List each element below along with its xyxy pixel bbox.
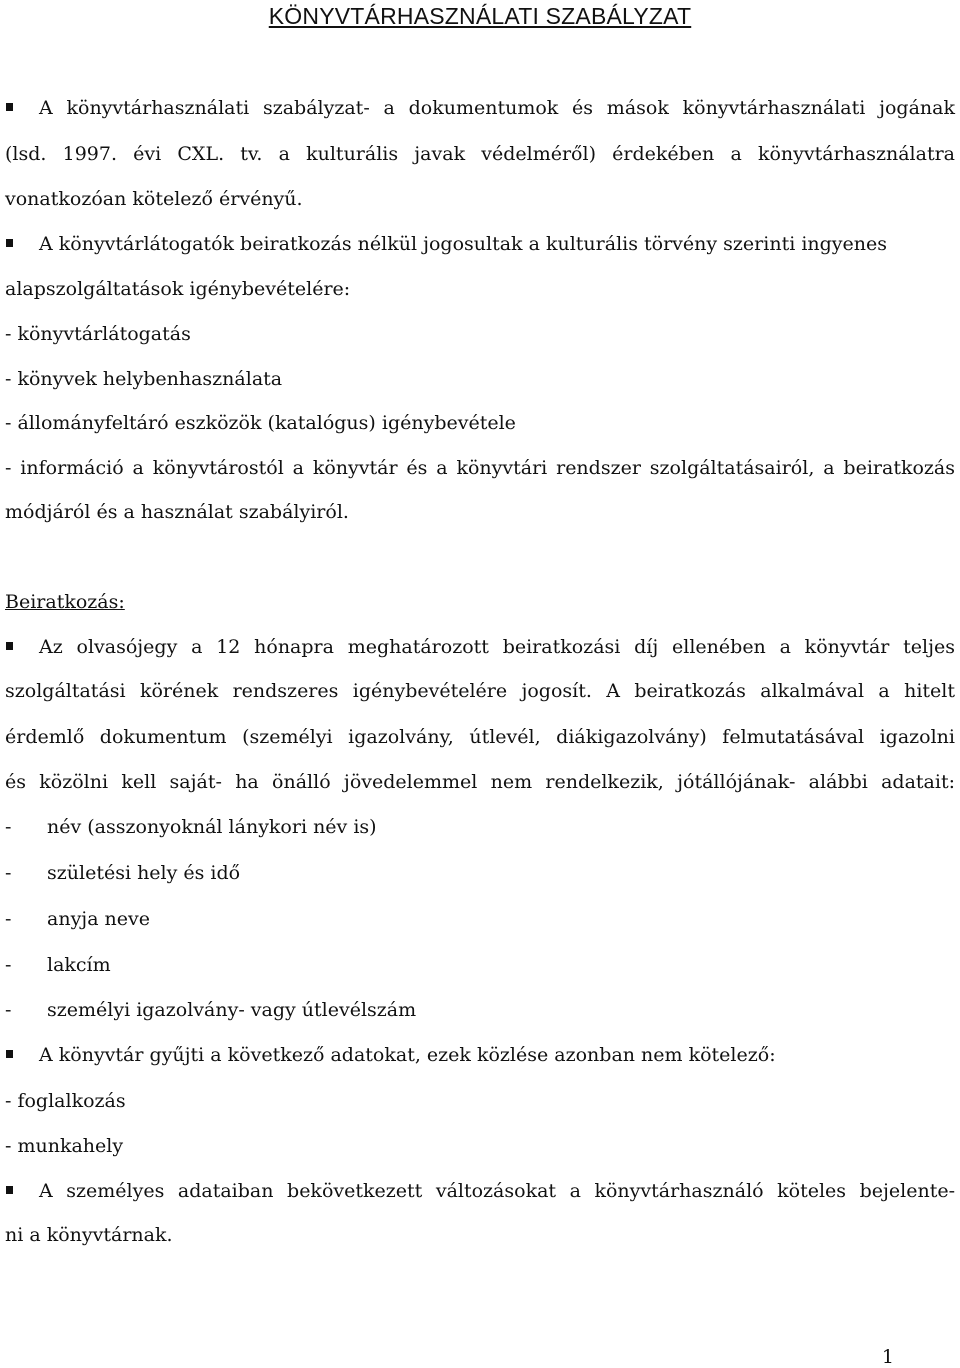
bullet-icon [6, 239, 13, 247]
registration-line-3: érdemlő dokumentum (személyi igazolvány, útlevél, diákigazolvány) felmutatásával igazolni [5, 726, 955, 748]
optional-data-item: - foglalkozás [5, 1090, 126, 1112]
free-services-line-2: alapszolgáltatások igénybevételére: [5, 278, 351, 300]
required-data-item: - anyja neve [5, 908, 151, 930]
intro-line-2: (lsd. 1997. évi CXL. tv. a kulturális javak védelméről) érdekében a könyvtárhasználatra [5, 143, 955, 165]
registration-line-4: és közölni kell saját- ha önálló jövedelemmel nem rendelkezik, jótállójának- alábbi adatait: [5, 771, 955, 793]
free-service-item: - könyvek helybenhasználata [5, 368, 283, 390]
bullet-icon [6, 642, 13, 650]
registration-line-2: szolgáltatási körének rendszeres igénybevételére jogosít. A beiratkozás alkalmával a hitelt [5, 680, 955, 702]
bullet-icon [6, 1050, 13, 1058]
bullet-icon [6, 103, 13, 111]
page-number: 1 [881, 1346, 894, 1368]
free-service-item: - információ a könyvtárostól a könyvtár és a könyvtári rendszer szolgáltatásairól, a beiratkozás [5, 457, 955, 479]
intro-line-3: vonatkozóan kötelező érvényű. [5, 188, 303, 210]
optional-data-item: - munkahely [5, 1135, 124, 1157]
free-service-item: - könyvtárlátogatás [5, 323, 191, 345]
section-heading-registration: Beiratkozás: [5, 591, 125, 613]
registration-line-1: Az olvasójegy a 12 hónapra meghatározott beiratkozási díj ellenében a könyvtár teljes [5, 635, 955, 659]
free-services-line-1: A könyvtárlátogatók beiratkozás nélkül jogosultak a kulturális törvény szerinti ingyenes [5, 232, 955, 256]
free-service-item: - állományfeltáró eszközök (katalógus) igénybevétele [5, 412, 516, 434]
required-data-item: - lakcím [5, 954, 111, 976]
required-data-item: - név (asszonyoknál lánykori név is) [5, 816, 377, 838]
document-title: KÖNYVTÁRHASZNÁLATI SZABÁLYZAT [268, 3, 692, 29]
bullet-icon [6, 1186, 13, 1194]
required-data-item: - személyi igazolvány- vagy útlevélszám [5, 999, 417, 1021]
required-data-item: - születési hely és idő [5, 862, 241, 884]
optional-data-line: A könyvtár gyűjti a következő adatokat, ezek közlése azonban nem kötelező: [5, 1043, 955, 1067]
intro-line-1: A könyvtárhasználati szabályzat- a dokumentumok és mások könyvtárhasználati jogának [5, 96, 955, 120]
free-service-item-continuation: módjáról és a használat szabályiról. [5, 501, 349, 523]
changes-line-1: A személyes adataiban bekövetkezett változásokat a könyvtárhasználó köteles bejelente- [5, 1179, 955, 1203]
changes-line-2: ni a könyvtárnak. [5, 1224, 173, 1246]
